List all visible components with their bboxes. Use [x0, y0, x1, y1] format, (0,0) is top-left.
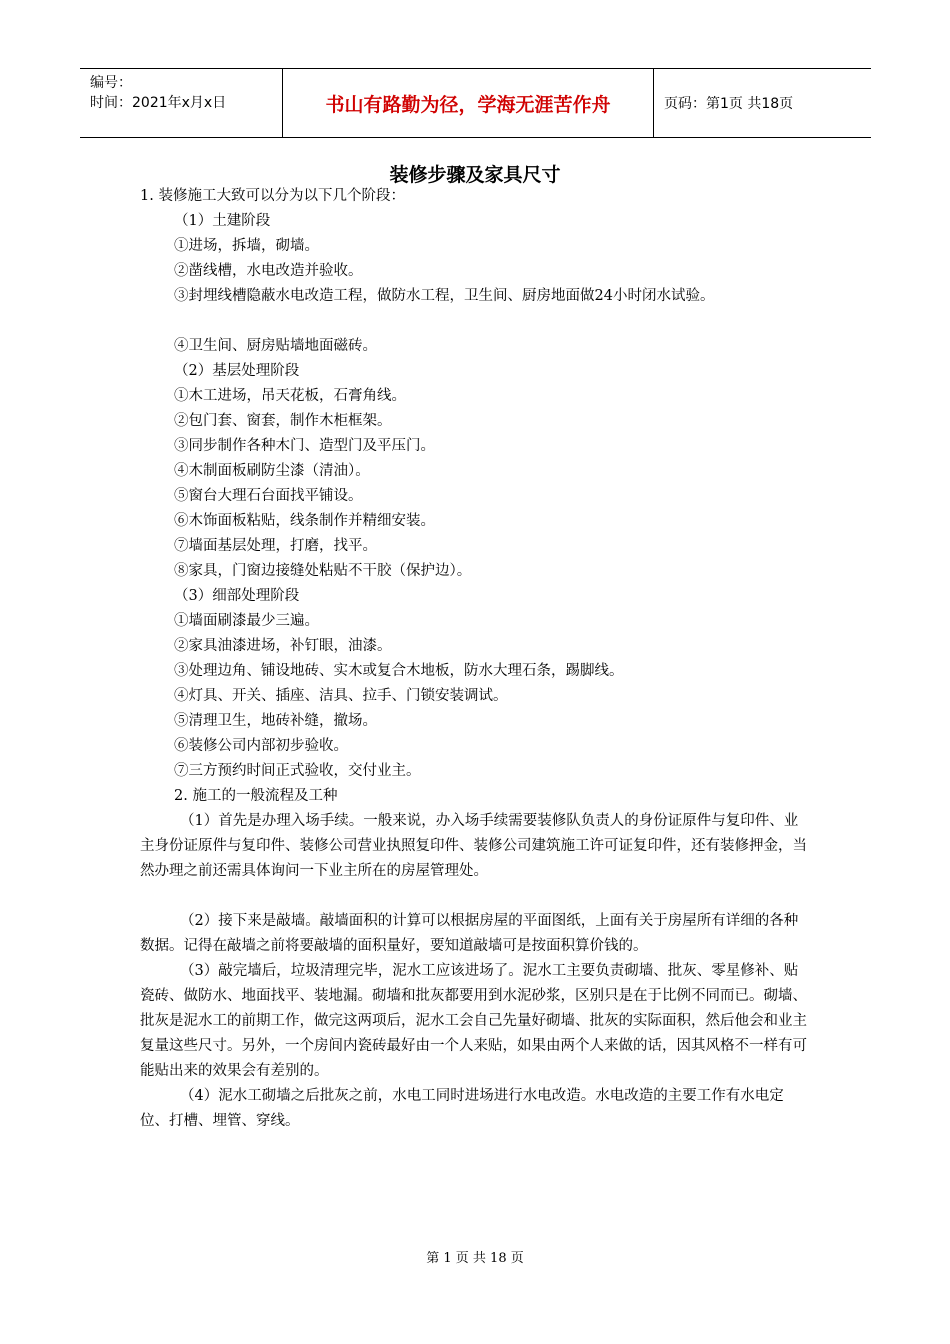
paragraph: （3）敲完墙后，垃圾清理完毕，泥水工应该进场了。泥水工主要负责砌墙、批灰、零星修补、贴瓷砖、做防水、地面找平、装地漏。砌墙和批灰都要用到水泥砂浆，区别只是在于比例不同而已。砌墙、批灰是泥水工的前期工作，做完这两项后，泥水工会自己先量好砌墙、批灰的实际面积，然后他会和业主复量这些尺寸。另外，一个房间内瓷砖最好由一个人来贴，如果由两个人来做的话，因其风格不一样有可能贴出来的效果会有差别的。 — [140, 963, 807, 1079]
list-item: ⑤清理卫生，地砖补缝，撤场。 — [174, 713, 377, 729]
list-item: ③封埋线槽隐蔽水电改造工程，做防水工程，卫生间、厨房地面做24小时闭水试验。 — [174, 288, 715, 304]
paragraph: （1）首先是办理入场手续。一般来说，办入场手续需要装修队负责人的身份证原件与复印件、业主身份证原件与复印件、装修公司营业执照复印件、装修公司建筑施工许可证复印件，还有装修押金，当然办理之前还需具体询问一下业主所在的房屋管理处。 — [140, 813, 807, 879]
list-item: ②包门套、窗套，制作木柜框架。 — [174, 413, 392, 429]
spacer — [140, 884, 812, 909]
number-label: 编号： — [90, 75, 132, 91]
page-footer: 第 1 页 共 18 页 — [426, 1251, 524, 1266]
paragraph: （2）接下来是敲墙。敲墙面积的计算可以根据房屋的平面图纸，上面有关于房屋所有详细的各种数据。记得在敲墙之前将要敲墙的面积量好，要知道敲墙可是按面积算价钱的。 — [140, 913, 799, 954]
header-meta — [80, 69, 282, 137]
motto: 书山有路勤为径，学海无涯苦作舟 — [282, 69, 654, 137]
phase-title: （3）细部处理阶段 — [174, 588, 300, 604]
page-info: 页码：第1页 共18页 — [664, 96, 794, 112]
paragraph: （4）泥水工砌墙之后批灰之前，水电工同时进场进行水电改造。水电改造的主要工作有水电定位、打槽、埋管、穿线。 — [140, 1088, 784, 1129]
list-item: ③处理边角、铺设地砖、实木或复合木地板，防水大理石条，踢脚线。 — [174, 663, 624, 679]
list-item: ③同步制作各种木门、造型门及平压门。 — [174, 438, 435, 454]
document-title: 装修步骤及家具尺寸 — [389, 164, 561, 186]
phase-title: （1）土建阶段 — [174, 213, 271, 229]
list-item: ①墙面刷漆最少三遍。 — [174, 613, 319, 629]
section-heading: 1. 装修施工大致可以分为以下几个阶段： — [140, 188, 405, 204]
list-item: ①进场，拆墙，砌墙。 — [174, 238, 319, 254]
list-item: ②家具油漆进场，补钉眼，油漆。 — [174, 638, 392, 654]
list-item: ⑥木饰面板粘贴，线条制作并精细安装。 — [174, 513, 435, 529]
list-item: ⑧家具，门窗边接缝处粘贴不干胶（保护边）。 — [174, 563, 472, 579]
list-item: ②凿线槽，水电改造并验收。 — [174, 263, 363, 279]
time-label: 时间：2021年x月x日 — [90, 95, 227, 111]
list-item: ⑥装修公司内部初步验收。 — [174, 738, 348, 754]
list-item: ④木制面板刷防尘漆（清油）。 — [174, 463, 370, 479]
section-heading: 2. 施工的一般流程及工种 — [174, 788, 338, 804]
list-item: ④卫生间、厨房贴墙地面磁砖。 — [174, 338, 377, 354]
list-item: ④灯具、开关、插座、洁具、拉手、门锁安装调试。 — [174, 688, 508, 704]
list-item: ⑤窗台大理石台面找平铺设。 — [174, 488, 363, 504]
list-item: ⑦三方预约时间正式验收，交付业主。 — [174, 763, 421, 779]
phase-title: （2）基层处理阶段 — [174, 363, 300, 379]
document-body — [140, 184, 812, 1134]
page-header — [80, 68, 871, 138]
list-item: ⑦墙面基层处理，打磨，找平。 — [174, 538, 377, 554]
spacer — [140, 309, 812, 334]
list-item: ①木工进场，吊天花板，石膏角线。 — [174, 388, 406, 404]
